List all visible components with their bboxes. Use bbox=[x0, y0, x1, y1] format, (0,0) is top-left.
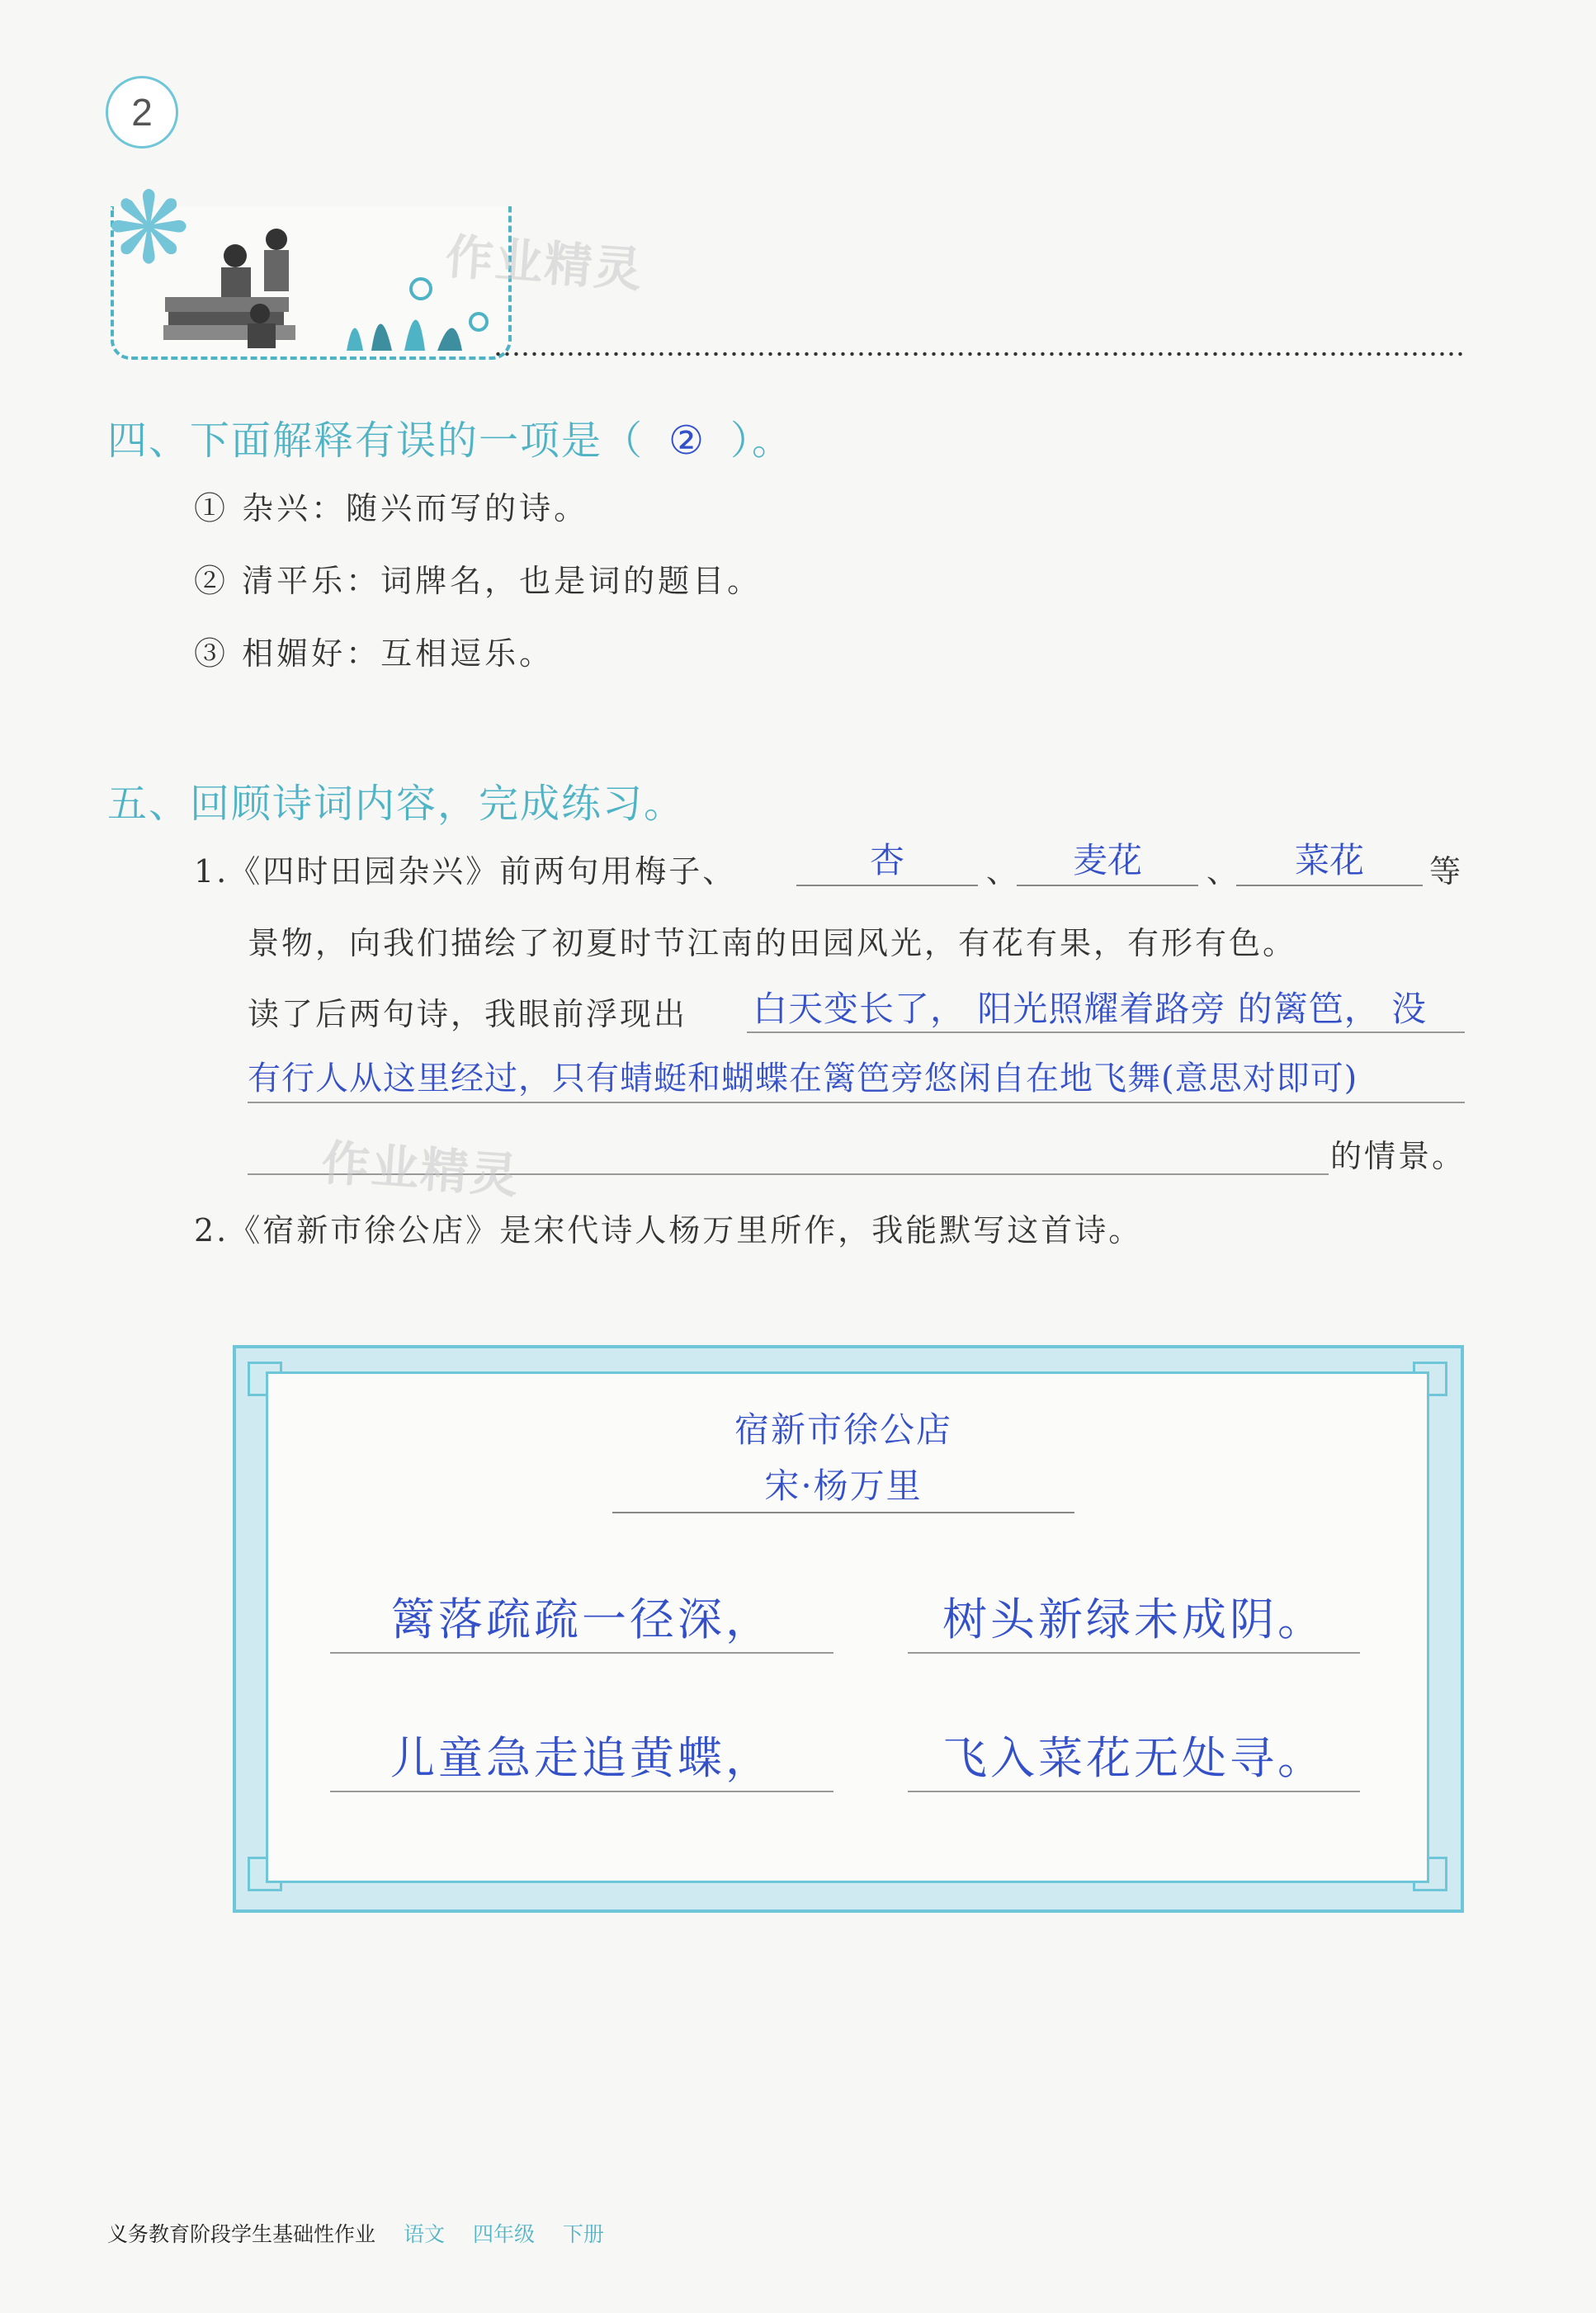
watermark-top: 作业精灵 bbox=[443, 228, 645, 299]
poem-line-4: 飞入菜花无处寻。 bbox=[942, 1732, 1325, 1784]
footer-grade: 四年级 bbox=[472, 2222, 535, 2246]
q1-line-2: 景物，向我们描绘了初夏时节江南的田园风光，有花有果，有形有色。 bbox=[248, 925, 1297, 961]
poem-line-4-rule bbox=[908, 1791, 1360, 1792]
section-4-title bbox=[107, 408, 793, 465]
page-number: 2 bbox=[106, 76, 178, 149]
snowflake-flower-icon: ❋ bbox=[107, 172, 191, 286]
poem-line-3-rule bbox=[330, 1791, 833, 1792]
poem-title-rule bbox=[612, 1512, 1074, 1513]
q1-blank-2[interactable]: 麦花 bbox=[1017, 833, 1198, 886]
footer bbox=[107, 2218, 604, 2248]
poem-line-1-rule bbox=[330, 1652, 833, 1654]
q1-suffix: 等 bbox=[1429, 853, 1464, 890]
poem-line-2: 树头新绿未成阴。 bbox=[942, 1593, 1325, 1645]
q1-blank-3[interactable]: 菜花 bbox=[1236, 833, 1423, 886]
watermark-middle: 作业精灵 bbox=[319, 1134, 522, 1205]
section-4-title-prefix: 四、下面解释有误的一项是（ bbox=[107, 418, 645, 464]
poem-author: 宋·杨万里 bbox=[764, 1466, 923, 1506]
q2-text: 2.《宿新市徐公店》是宋代诗人杨万里所作，我能默写这首诗。 bbox=[194, 1212, 1143, 1249]
poem-line-1: 篱落疏疏一径深， bbox=[390, 1593, 773, 1645]
section-4-title-suffix: ）。 bbox=[730, 418, 794, 464]
poem-line-3: 儿童急走追黄蝶， bbox=[390, 1732, 773, 1784]
children-reading-illustration bbox=[157, 223, 330, 355]
footer-subject: 语文 bbox=[403, 2222, 445, 2246]
section-4-answer: ② bbox=[668, 418, 706, 464]
q1-prefix: 1.《四时田园杂兴》前两句用梅子、 bbox=[194, 853, 737, 890]
footer-main: 义务教育阶段学生基础性作业 bbox=[107, 2222, 376, 2246]
q1-sep-2: 、 bbox=[1206, 853, 1241, 890]
q1-sep-1: 、 bbox=[986, 853, 1021, 890]
footer-volume: 下册 bbox=[562, 2222, 604, 2246]
section-5-title: 五、回顾诗词内容，完成练习。 bbox=[107, 781, 686, 827]
dotted-divider bbox=[493, 352, 1467, 356]
q1-blank-1[interactable]: 杏 bbox=[796, 833, 978, 886]
q1-line-3-prefix: 读了后两句诗，我眼前浮现出 bbox=[248, 996, 688, 1032]
option-2: ② 清平乐：词牌名，也是词的题目。 bbox=[194, 563, 763, 599]
q1-answer-part-2: 有行人从这里经过，只有蜻蜓和蝴蝶在篱笆旁悠闲自在地飞舞(意思对即可) bbox=[248, 1060, 1358, 1097]
q1-answer-line-1 bbox=[747, 1031, 1465, 1033]
q1-answer-line-2 bbox=[248, 1102, 1465, 1103]
option-3: ③ 相媚好：互相逗乐。 bbox=[194, 635, 555, 672]
option-1: ① 杂兴：随兴而写的诗。 bbox=[194, 490, 589, 526]
poem-title: 宿新市徐公店 bbox=[734, 1409, 952, 1450]
poem-line-2-rule bbox=[908, 1652, 1360, 1654]
q1-answer-part-1: 白天变长了， 阳光照耀着路旁 的篱笆， 没 bbox=[753, 989, 1428, 1029]
q1-line-5-suffix: 的情景。 bbox=[1330, 1138, 1466, 1174]
